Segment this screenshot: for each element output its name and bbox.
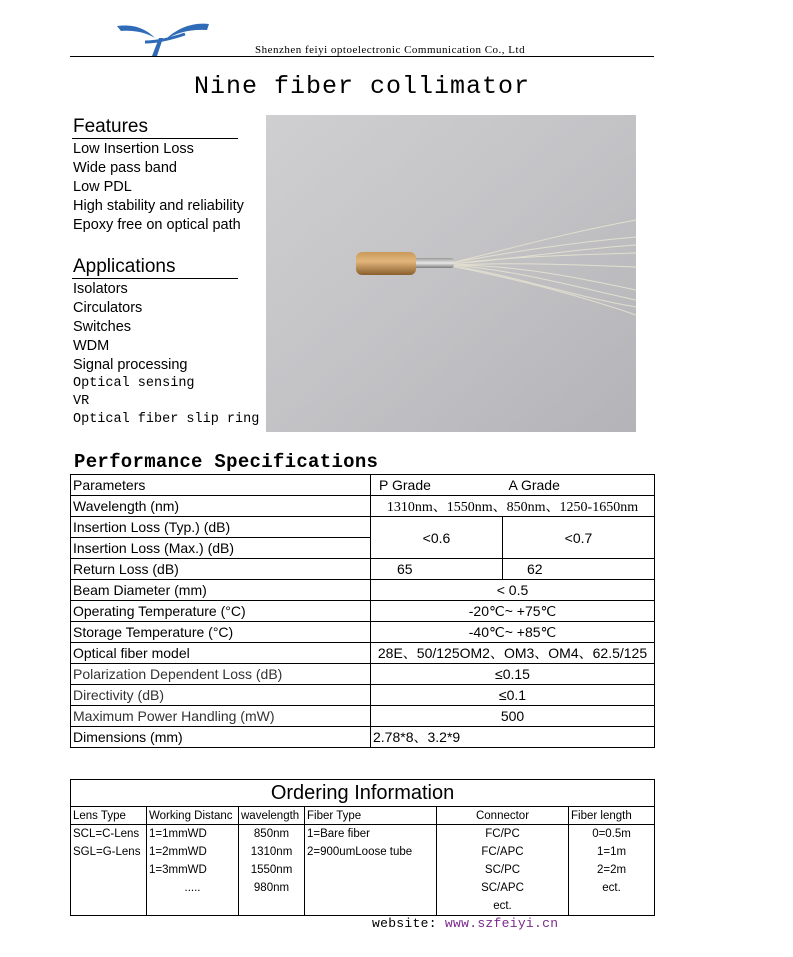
row-value: 2.78*8、3.2*9	[371, 727, 655, 748]
application-item: Optical fiber slip ring	[73, 412, 260, 427]
application-item: VR	[73, 394, 90, 409]
row-value: ≤0.1	[371, 685, 655, 706]
table-row	[71, 879, 655, 897]
insertion-a-value: <0.7	[503, 517, 655, 559]
application-item: Optical sensing	[73, 376, 195, 391]
table-cell: 1=1m	[569, 843, 655, 861]
application-item: Signal processing	[73, 357, 188, 373]
page-title: Nine fiber collimator	[193, 72, 531, 101]
company-logo	[115, 18, 211, 58]
table-cell: 980nm	[239, 879, 305, 897]
header-parameters: Parameters	[71, 475, 371, 496]
feature-item: High stability and reliability	[73, 198, 244, 214]
ordering-table	[70, 779, 655, 916]
table-cell: ect.	[569, 879, 655, 897]
column-header: Fiber length	[569, 807, 655, 825]
feature-item: Low Insertion Loss	[73, 141, 194, 157]
row-label: Operating Temperature (°C)	[71, 601, 371, 622]
table-row	[71, 475, 655, 496]
row-label: Storage Temperature (°C)	[71, 622, 371, 643]
table-row	[71, 622, 655, 643]
performance-table	[70, 474, 655, 748]
table-cell	[305, 879, 437, 897]
product-photo	[266, 115, 636, 432]
header-a-grade: A Grade	[503, 475, 655, 496]
table-cell	[71, 897, 147, 916]
table-cell	[239, 897, 305, 916]
table-cell	[305, 861, 437, 879]
table-cell: SC/APC	[437, 879, 569, 897]
application-item: Circulators	[73, 300, 143, 316]
feature-item: Wide pass band	[73, 160, 177, 176]
row-label: Maximum Power Handling (mW)	[71, 706, 371, 727]
column-header: Lens Type	[71, 807, 147, 825]
table-cell	[305, 897, 437, 916]
row-label: Wavelength (nm)	[71, 496, 371, 517]
table-row	[71, 580, 655, 601]
table-cell: 0=0.5m	[569, 825, 655, 844]
column-header: Fiber Type	[305, 807, 437, 825]
applications-list	[73, 280, 259, 429]
table-row	[71, 780, 655, 807]
table-row	[71, 559, 655, 580]
table-row	[71, 825, 655, 844]
table-cell: 1550nm	[239, 861, 305, 879]
table-row	[71, 496, 655, 517]
company-name: Shenzhen feiyi optoelectronic Communication Co., Ltd	[255, 44, 526, 56]
header-divider	[70, 56, 654, 57]
table-cell: .....	[147, 879, 239, 897]
table-cell: SC/PC	[437, 861, 569, 879]
table-cell: 1310nm	[239, 843, 305, 861]
table-cell: 2=2m	[569, 861, 655, 879]
row-value: ≤0.15	[371, 664, 655, 685]
table-cell: SCL=C-Lens	[71, 825, 147, 844]
website-link[interactable]: www.szfeiyi.cn	[444, 916, 559, 931]
column-header: Working Distanc	[147, 807, 239, 825]
application-item: Switches	[73, 319, 132, 335]
row-value: -20℃~ +75℃	[371, 601, 655, 622]
features-heading: Features	[72, 116, 238, 139]
row-value: < 0.5	[371, 580, 655, 601]
feature-item: Epoxy free on optical path	[73, 217, 241, 233]
table-row	[71, 861, 655, 879]
performance-title: Performance Specifications	[74, 451, 379, 473]
row-label: Insertion Loss (Max.) (dB)	[71, 538, 371, 559]
table-row	[71, 807, 655, 825]
application-item: WDM	[73, 338, 110, 354]
row-value: -40℃~ +85℃	[371, 622, 655, 643]
table-cell: 1=1mmWD	[147, 825, 239, 844]
table-row	[71, 643, 655, 664]
column-header: Connector	[437, 807, 569, 825]
brass-body	[356, 252, 416, 275]
table-cell: 1=3mmWD	[147, 861, 239, 879]
column-header: wavelength	[239, 807, 305, 825]
steel-tube	[414, 258, 454, 268]
table-row	[71, 685, 655, 706]
insertion-p-value: <0.6	[371, 517, 503, 559]
table-row	[71, 601, 655, 622]
features-list	[73, 140, 244, 235]
table-row	[71, 897, 655, 916]
table-row	[71, 517, 655, 538]
row-label: Return Loss (dB)	[71, 559, 371, 580]
row-value: 1310nm、1550nm、850nm、1250-1650nm	[371, 496, 655, 517]
row-value: 500	[371, 706, 655, 727]
header-p-grade: P Grade	[371, 475, 503, 496]
photo-background	[266, 115, 636, 432]
table-cell: SGL=G-Lens	[71, 843, 147, 861]
return-loss-p-value: 65	[371, 559, 503, 580]
application-item: Isolators	[73, 281, 128, 297]
table-cell: FC/APC	[437, 843, 569, 861]
table-cell	[71, 861, 147, 879]
logo-wing-left	[117, 26, 155, 39]
table-cell: 1=Bare fiber	[305, 825, 437, 844]
table-cell: ect.	[437, 897, 569, 916]
table-cell: 1=2mmWD	[147, 843, 239, 861]
row-label: Dimensions (mm)	[71, 727, 371, 748]
feature-item: Low PDL	[73, 179, 132, 195]
table-row	[71, 727, 655, 748]
table-cell: 2=900umLoose tube	[305, 843, 437, 861]
row-value: 28E、50/125OM2、OM3、OM4、62.5/125	[371, 643, 655, 664]
table-row	[71, 706, 655, 727]
applications-heading: Applications	[72, 256, 238, 279]
table-cell: 850nm	[239, 825, 305, 844]
table-cell	[71, 879, 147, 897]
table-row	[71, 664, 655, 685]
ordering-title: Ordering Information	[71, 780, 655, 807]
website-label: website:	[372, 916, 437, 931]
table-cell	[147, 897, 239, 916]
row-label: Beam Diameter (mm)	[71, 580, 371, 601]
table-cell: FC/PC	[437, 825, 569, 844]
row-label: Optical fiber model	[71, 643, 371, 664]
website-footer	[372, 916, 558, 931]
return-loss-a-value: 62	[503, 559, 655, 580]
table-cell	[569, 897, 655, 916]
row-label: Polarization Dependent Loss (dB)	[71, 664, 371, 685]
row-label: Insertion Loss (Typ.) (dB)	[71, 517, 371, 538]
table-row	[71, 843, 655, 861]
row-label: Directivity (dB)	[71, 685, 371, 706]
